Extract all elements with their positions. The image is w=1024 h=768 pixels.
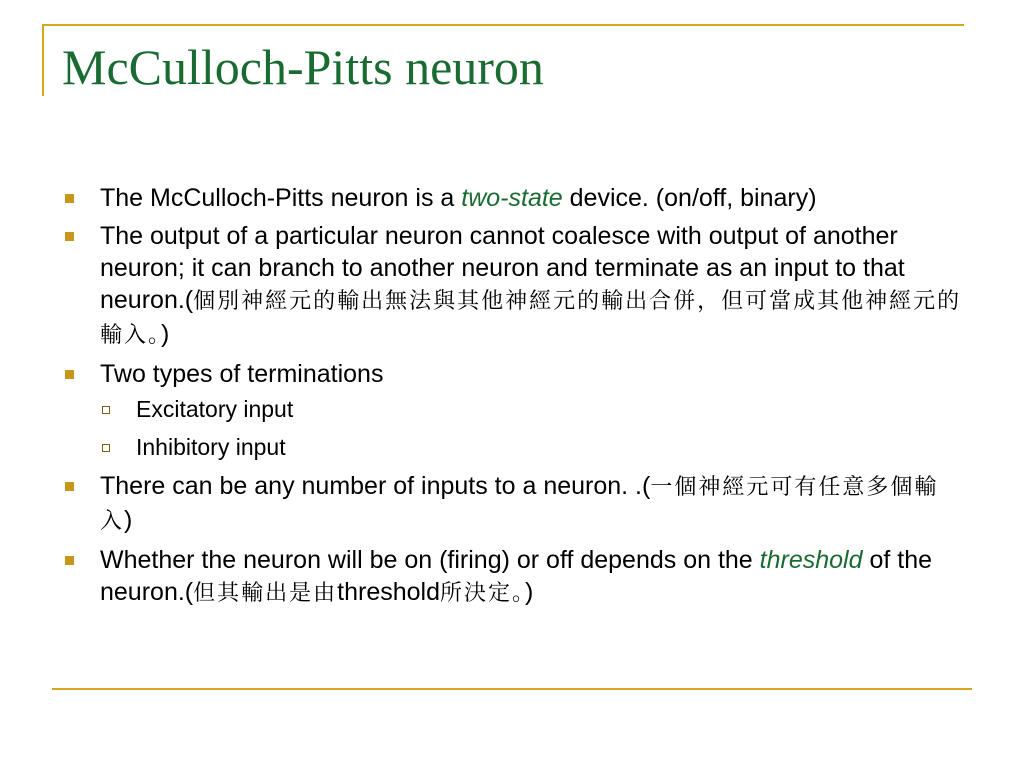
hollow-square-bullet-icon — [102, 406, 110, 414]
bullet-item-two-state — [62, 182, 962, 214]
bullet-text: The output of a particular neuron cannot coalesce with output of another neuron; it can branch to another neuron and terminate as an input to that neuron.( — [100, 222, 905, 314]
square-bullet-icon — [65, 194, 74, 203]
bullet-text: ) — [525, 578, 534, 606]
two-state-term: two-state — [461, 184, 563, 212]
slide-title: McCulloch-Pitts neuron — [62, 39, 544, 95]
bullet-text: device. (on/off, binary) — [562, 184, 817, 212]
sub-bullet-list — [100, 394, 962, 462]
bullet-text: of the neuron.( — [100, 546, 933, 606]
left-rule — [42, 24, 44, 96]
bullet-text: Two types of terminations — [100, 360, 384, 388]
bottom-rule — [52, 688, 972, 690]
bullet-item-threshold — [62, 544, 962, 610]
bullet-text: threshold — [337, 578, 440, 606]
sub-item-text: Inhibitory input — [136, 434, 286, 460]
chinese-translation: 所決定。 — [440, 581, 526, 606]
sub-item-text: Excitatory input — [136, 396, 294, 422]
bullet-item-output — [62, 220, 962, 352]
sub-item-excitatory — [100, 394, 962, 424]
top-rule — [42, 24, 964, 26]
bullet-text: The McCulloch-Pitts neuron is a — [100, 184, 462, 212]
square-bullet-icon — [65, 232, 74, 241]
threshold-term: threshold — [759, 546, 863, 574]
chinese-translation: 個別神經元的輸出無法與其他神經元的輸出合併，但可當成其他神經元的輸入。 — [100, 289, 962, 348]
sub-item-inhibitory — [100, 432, 962, 462]
square-bullet-icon — [65, 482, 74, 491]
chinese-translation: 一個神經元可有任意多個輸入 — [100, 475, 939, 534]
square-bullet-icon — [65, 556, 74, 565]
bullet-text: Whether the neuron will be on (firing) or off depends on the — [100, 546, 760, 574]
bullet-item-inputs — [62, 470, 962, 538]
bullet-list — [62, 182, 962, 616]
bullet-text: ) — [124, 506, 133, 534]
square-bullet-icon — [65, 370, 74, 379]
bullet-text: ) — [161, 320, 170, 348]
bullet-text: There can be any number of inputs to a neuron. .( — [100, 472, 651, 500]
hollow-square-bullet-icon — [102, 444, 110, 452]
chinese-translation: 但其輸出是由 — [193, 581, 338, 606]
bullet-item-terminations — [62, 358, 962, 462]
